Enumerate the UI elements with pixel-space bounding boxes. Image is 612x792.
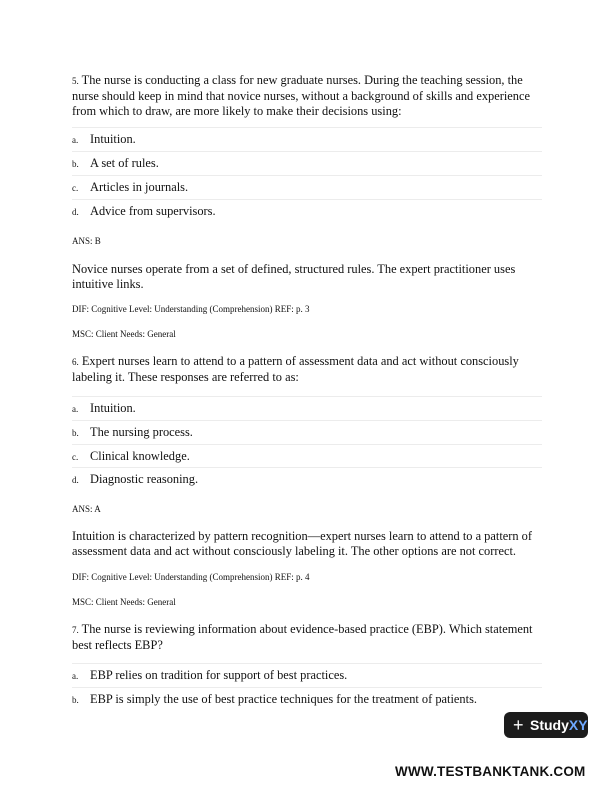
option-text: Diagnostic reasoning.: [90, 472, 199, 486]
answer-key: ANS: B: [72, 236, 101, 246]
option-text: EBP is simply the use of best practice techniques for the treatment of patients.: [90, 692, 477, 706]
option-letter: b.: [72, 159, 79, 169]
option-text: The nursing process.: [90, 425, 193, 439]
plus-icon: +: [513, 715, 524, 735]
difficulty-ref: DIF: Cognitive Level: Understanding (Comprehension) REF: p. 4: [72, 572, 310, 582]
question-stem: Expert nurses learn to attend to a pattern of assessment data and act without consciously labeling it. These responses are referred to as:: [72, 354, 519, 384]
option-b: [72, 420, 542, 443]
option-letter: b.: [72, 695, 79, 705]
question-stem: The nurse is conducting a class for new graduate nurses. During the teaching session, the nurse should keep in mind that novice nurses, without a background of skills and experience from which to draw, are more likely to make their decisions using:: [72, 73, 530, 118]
option-a: [72, 663, 542, 686]
option-letter: a.: [72, 135, 79, 145]
difficulty-ref: DIF: Cognitive Level: Understanding (Comprehension) REF: p. 3: [72, 304, 310, 314]
option-b: [72, 687, 542, 710]
option-text: Intuition.: [90, 401, 136, 415]
question-number: 5.: [72, 76, 79, 86]
option-a: [72, 396, 542, 419]
option-d: [72, 467, 542, 490]
option-text: EBP relies on tradition for support of best practices.: [90, 668, 348, 682]
question-6: [72, 354, 542, 385]
question-number: 7.: [72, 625, 79, 635]
rationale: Intuition is characterized by pattern recognition—expert nurses learn to attend to a pattern of assessment data and act without consciously labeling it. The other options are not correct.: [72, 529, 533, 558]
rationale: Novice nurses operate from a set of defined, structured rules. The expert practitioner uses intuitive links.: [72, 262, 516, 291]
option-text: Clinical knowledge.: [90, 449, 190, 463]
footer-url: WWW.TESTBANKTANK.COM: [395, 764, 586, 779]
client-needs: MSC: Client Needs: General: [72, 329, 176, 339]
option-b: [72, 151, 542, 174]
option-d: [72, 199, 542, 222]
question-5: [72, 73, 542, 119]
option-text: Intuition.: [90, 132, 136, 146]
question-7: [72, 622, 542, 653]
question-stem: The nurse is reviewing information about evidence-based practice (EBP). Which statement best reflects EBP?: [72, 622, 533, 652]
question-number: 6.: [72, 357, 79, 367]
option-letter: d.: [72, 475, 79, 485]
badge-brand: StudyXY: [530, 717, 588, 733]
option-text: A set of rules.: [90, 156, 159, 170]
option-letter: a.: [72, 671, 79, 681]
option-c: [72, 444, 542, 467]
option-letter: d.: [72, 207, 79, 217]
option-text: Articles in journals.: [90, 180, 189, 194]
client-needs: MSC: Client Needs: General: [72, 597, 176, 607]
option-letter: c.: [72, 452, 79, 462]
option-a: [72, 127, 542, 150]
option-letter: c.: [72, 183, 79, 193]
option-text: Advice from supervisors.: [90, 204, 216, 218]
option-c: [72, 175, 542, 198]
studyxy-badge[interactable]: [504, 712, 588, 738]
option-letter: a.: [72, 404, 79, 414]
option-letter: b.: [72, 428, 79, 438]
answer-key: ANS: A: [72, 504, 101, 514]
